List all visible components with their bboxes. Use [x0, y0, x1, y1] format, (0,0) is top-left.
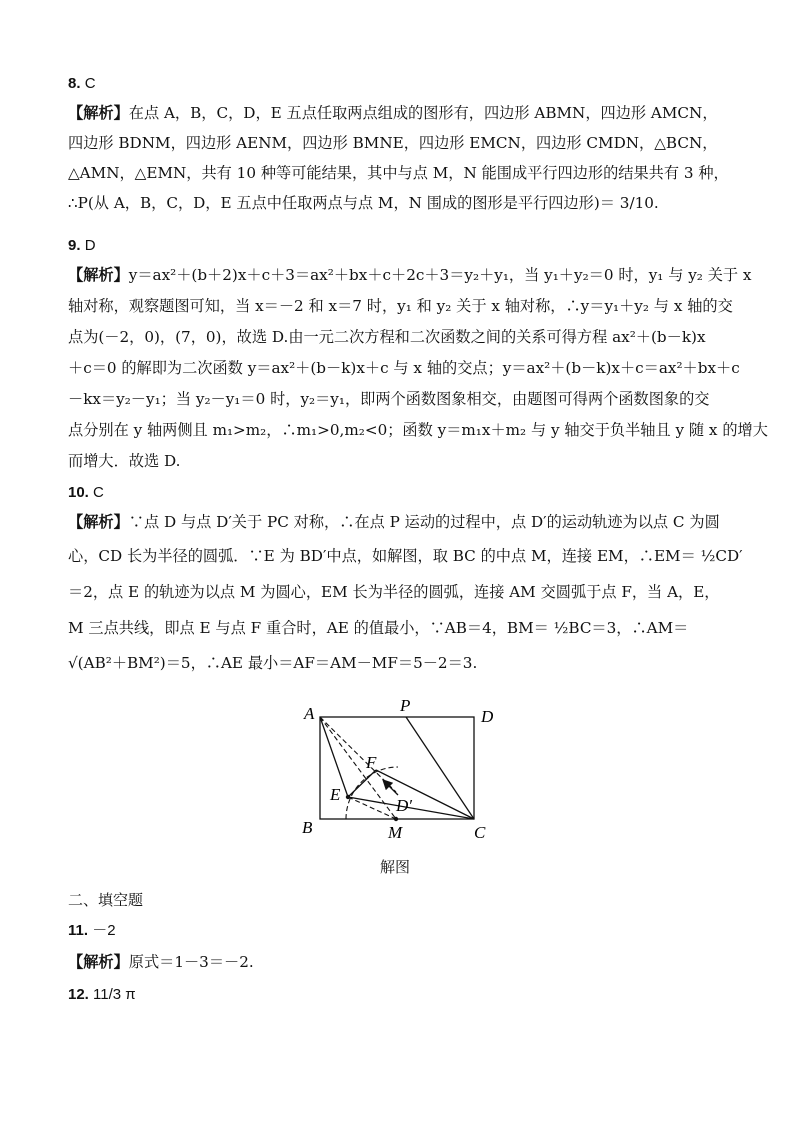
q9-text-7: 而增大．故选 D.	[68, 452, 181, 470]
q11-heading	[68, 921, 116, 941]
q11-number: 11.	[68, 922, 89, 939]
q9-answer: D	[84, 237, 96, 254]
q8-line-1	[68, 103, 718, 123]
q9-text-1: y＝ax²＋(b＋2)x＋c＋3＝ax²＋bx＋c＋2c＋3＝y₂＋y₁，当 y₁＋y₂＝0 时，y₁ 与 y₂ 关于 x	[128, 266, 752, 284]
label-d-prime: D′	[396, 796, 412, 815]
q8-analysis-tag: 【解析】	[68, 104, 129, 122]
q8-number: 8.	[68, 75, 81, 92]
q9-text-3: 点为(－2，0)，(7，0)，故选 D.由一元二次方程和二次函数之间的关系可得方程 ax²＋(b－k)x	[68, 328, 706, 346]
q10-heading	[68, 483, 104, 503]
q8-answer: C	[84, 75, 96, 92]
q11-analysis-tag: 【解析】	[68, 953, 129, 971]
q11-text: 原式＝1－3＝－2.	[128, 953, 254, 971]
segment-fc	[376, 770, 474, 819]
q9-number: 9.	[68, 237, 81, 254]
dashed-arc	[346, 767, 398, 819]
q9-analysis-tag: 【解析】	[68, 266, 129, 284]
segment-ef	[348, 770, 376, 797]
q9-heading	[68, 236, 96, 256]
point-m	[394, 817, 398, 821]
q9-text-4: ＋c＝0 的解即为二次函数 y＝ax²＋(b－k)x＋c 与 x 轴的交点；y＝ax²＋(b－k)x＋c＝ax²＋bx＋c	[68, 359, 740, 377]
dashed-em	[348, 797, 396, 819]
label-f: F	[366, 753, 377, 772]
q8-text-1: 在点 A，B，C，D，E 五点任取两点组成的图形有，四边形 ABMN，四边形 AMCN，	[128, 104, 718, 122]
segment-pc	[406, 717, 474, 819]
label-m: M	[388, 823, 403, 842]
q9-text-6: 点分别在 y 轴两侧且 m₁>m₂，∴m₁>0,m₂<0；函数 y＝m₁x＋m₂ 与 y 轴交于负半轴且 y 随 x 的增大	[68, 421, 768, 439]
q10-text-3: ＝2，点 E 的轨迹为以点 M 为圆心，EM 长为半径的圆弧，连接 AM 交圆弧于点 F，当 A，E，	[68, 583, 720, 601]
q12-heading	[68, 985, 136, 1005]
q8-text-4: ∴P(从 A，B，C，D，E 五点中任取两点与点 M，N 围成的图形是平行四边形)＝ 3/10.	[68, 194, 659, 212]
label-d: D	[481, 707, 494, 726]
q9-line-1	[68, 265, 751, 285]
q8-text-2: 四边形 BDNM，四边形 AENM，四边形 BMNE，四边形 EMCN，四边形 CMDN，△BCN，	[68, 134, 718, 152]
q10-line-1	[68, 512, 720, 532]
figure-caption: 解图	[380, 858, 411, 876]
q10-text-5: √(AB²＋BM²)＝5，∴AE 最小＝AF＝AM－MF＝5－2＝3.	[68, 654, 478, 672]
geometry-figure	[290, 695, 510, 855]
q10-number: 10.	[68, 484, 89, 501]
label-a: A	[304, 704, 315, 723]
label-b: B	[302, 818, 313, 837]
q10-text-2: 心，CD 长为半径的圆弧．∵E 为 BD′中点，如解图，取 BC 的中点 M，连接 EM，∴EM＝ ½CD′	[68, 547, 743, 565]
label-p: P	[400, 696, 411, 715]
q12-number: 12.	[68, 986, 89, 1003]
q9-text-5: －kx＝y₂－y₁；当 y₂－y₁＝0 时，y₂＝y₁，即两个函数图象相交，由题图可得两个函数图象的交	[68, 390, 710, 408]
q9-text-2: 轴对称，观察题图可知，当 x＝－2 和 x＝7 时，y₁ 和 y₂ 关于 x 轴对称，∴y＝y₁＋y₂ 与 x 轴的交	[68, 297, 733, 315]
label-e: E	[330, 785, 341, 804]
q8-text-3: △AMN，△EMN，共有 10 种等可能结果，其中与点 M，N 能围成平行四边形的结果共有 3 种，	[68, 164, 729, 182]
label-c: C	[474, 823, 486, 842]
arrow-d-prime	[384, 781, 398, 795]
q8-heading	[68, 74, 96, 94]
q11-answer: －2	[92, 922, 116, 939]
q10-analysis-tag: 【解析】	[68, 513, 129, 531]
q12-answer: 11/3 π	[93, 986, 136, 1003]
q10-answer: C	[93, 484, 104, 501]
q10-text-1: ∵点 D 与点 D′关于 PC 对称，∴在点 P 运动的过程中，点 D′的运动轨迹为以点 C 为圆	[128, 513, 720, 531]
section-title: 二、填空题	[68, 891, 144, 909]
q10-text-4: M 三点共线，即点 E 与点 F 重合时，AE 的值最小，∵AB＝4，BM＝ ½BC＝3，∴AM＝	[68, 619, 689, 637]
point-e	[346, 795, 350, 799]
q11-line	[68, 952, 254, 972]
